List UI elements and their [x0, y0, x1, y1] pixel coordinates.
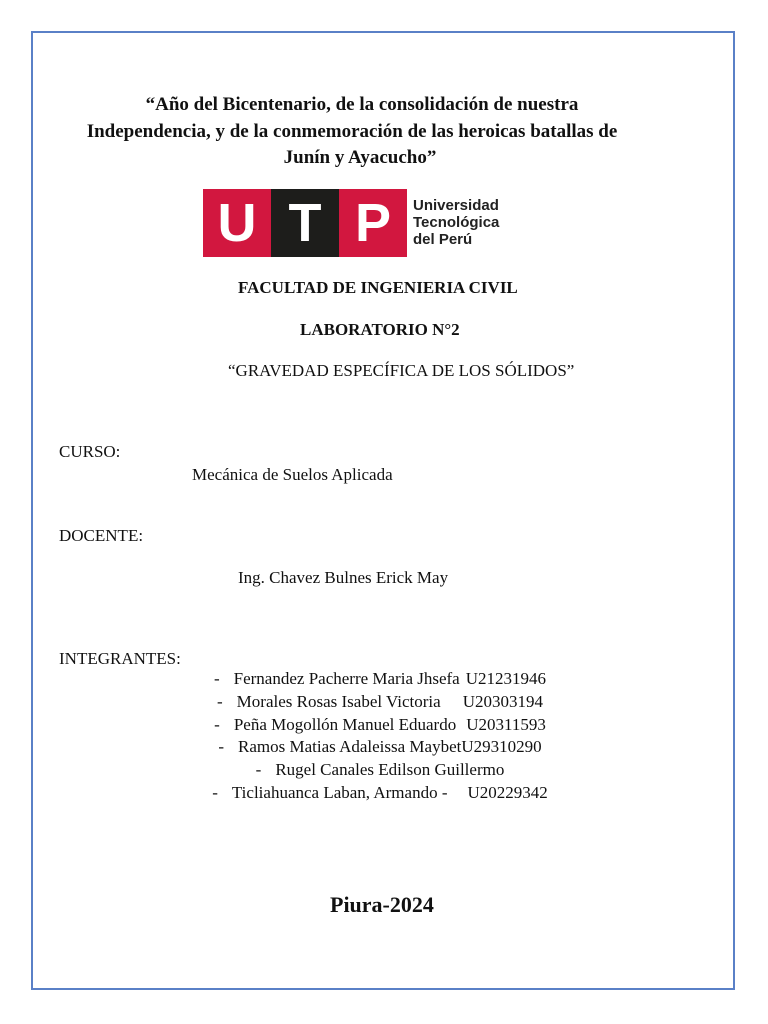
logo-text-line: del Perú: [413, 231, 473, 248]
member-dash: -: [212, 782, 218, 802]
member-code: U20311593: [466, 714, 546, 734]
footer-place-year: Piura-2024: [330, 892, 434, 917]
member-name: Fernandez Pacherre Maria Jhsefa: [233, 669, 460, 688]
motto-line: Independencia, y de la conmemoración de las heroicas batallas de: [86, 120, 618, 142]
logo-letter: U: [217, 193, 257, 253]
member-dash: -: [213, 669, 220, 688]
utp-logo: [203, 189, 513, 257]
member-code: U20229342: [467, 782, 548, 802]
teacher-value: Ing. Chavez Bulnes Erick May: [238, 568, 449, 587]
member-item: [190, 759, 570, 782]
logo-box-t: [271, 189, 339, 257]
faculty-title: FACULTAD DE INGENIERIA CIVIL: [238, 278, 518, 297]
member-dash: -: [214, 714, 220, 734]
member-name: Rugel Canales Edilson Guillermo: [275, 760, 505, 780]
course-value: Mecánica de Suelos Aplicada: [192, 465, 393, 484]
member-item: [190, 691, 570, 714]
member-code: U29310290: [461, 737, 542, 757]
page-border: [31, 31, 735, 990]
logo-box-u: [203, 189, 271, 257]
member-dash: -: [255, 760, 262, 780]
members-list: [190, 668, 570, 805]
logo-box-p: [339, 189, 407, 257]
member-item: [190, 714, 570, 737]
member-name: Ramos Matias Adaleissa Maybet: [238, 737, 462, 757]
member-item: [190, 736, 570, 759]
logo-letter: T: [288, 193, 322, 253]
motto-line: Junín y Ayacucho”: [283, 147, 437, 168]
member-item: [190, 668, 570, 691]
teacher-label: DOCENTE:: [59, 526, 144, 545]
logo-text: [413, 197, 499, 248]
member-code: U20303194: [462, 691, 543, 711]
member-name: Morales Rosas Isabel Victoria: [236, 691, 441, 711]
motto-line: “Año del Bicentenario, de la consolidación de nuestra: [145, 94, 579, 115]
member-item: [190, 782, 570, 805]
lab-title: LABORATORIO N°2: [300, 320, 460, 339]
member-code: U21231946: [465, 669, 547, 688]
member-dash: -: [218, 737, 225, 757]
subject-title: “GRAVEDAD ESPECÍFICA DE LOS SÓLIDOS”: [228, 361, 575, 380]
member-name: Peña Mogollón Manuel Eduardo: [233, 714, 457, 734]
logo-text-line: Tecnológica: [413, 214, 500, 231]
course-label: CURSO:: [59, 442, 121, 461]
logo-text-line: Universidad: [413, 197, 499, 214]
motto-heading: [60, 92, 644, 172]
logo-letter: P: [354, 193, 392, 253]
members-label: INTEGRANTES:: [59, 649, 181, 668]
member-name: Ticliahuanca Laban, Armando -: [231, 782, 448, 802]
member-dash: -: [217, 691, 223, 711]
